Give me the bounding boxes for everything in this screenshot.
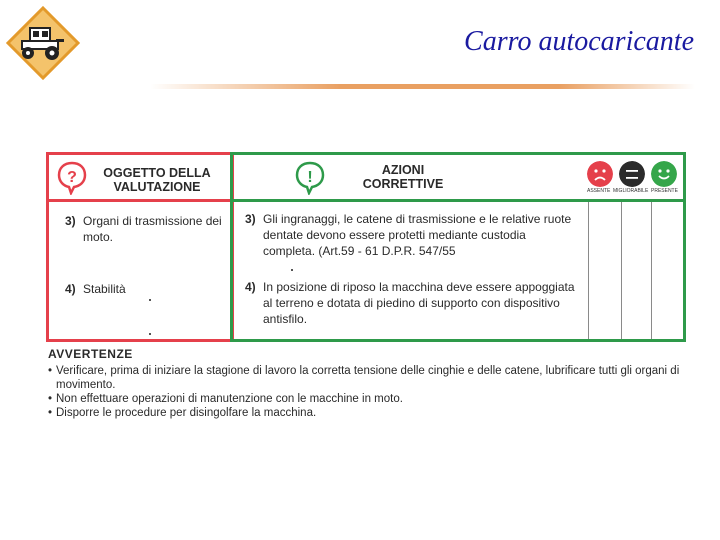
item-number: 4)	[245, 280, 256, 294]
warnings-list	[48, 364, 688, 420]
corrective-actions-title: AZIONI CORRETTIVE	[362, 163, 444, 191]
action-text: In posizione di riposo la macchina deve essere appoggiata al terreno e dotata di piedino di supporto con dispositivo antisfilo.	[263, 280, 575, 326]
tractor-icon	[6, 6, 80, 80]
action-text: Gli ingranaggi, le catene di trasmissione e le relative ruote dentate devono essere protetti mediante custodia completa. (Art.59 - 61 D.P.R. 547/55	[263, 212, 572, 258]
item-number: 3)	[65, 214, 76, 228]
rating-label-present: PRESENTE	[651, 188, 678, 194]
logo	[6, 6, 80, 80]
question-mark-icon	[57, 161, 87, 195]
neutral-face-icon	[619, 161, 645, 187]
rating-label-improvable: MIGLIORABILE	[613, 188, 649, 194]
rating-label-absent: ASSENTE	[587, 188, 611, 194]
speck	[291, 269, 293, 271]
item-number: 3)	[245, 212, 256, 226]
speck	[149, 299, 151, 301]
evaluation-object-header	[49, 155, 231, 202]
object-text: Organi di trasmissione dei moto.	[83, 214, 222, 244]
warnings-title: AVVERTENZE	[48, 347, 133, 361]
header-divider	[150, 84, 695, 89]
evaluation-object-panel	[46, 152, 234, 342]
sad-face-icon	[587, 161, 613, 187]
warning-item: • Disporre le procedure per disingolfare la macchina.	[48, 406, 688, 420]
slide-title: Carro autocaricante	[464, 26, 694, 57]
happy-face-icon	[651, 161, 677, 187]
exclamation-icon	[295, 161, 325, 195]
item-number: 4)	[65, 282, 76, 296]
rating-column-divider	[621, 202, 622, 339]
rating-column-divider	[651, 202, 652, 339]
svg-text:?: ?	[67, 169, 77, 186]
rating-labels	[585, 188, 679, 198]
object-text: Stabilità	[83, 282, 126, 296]
speck	[149, 333, 151, 335]
evaluation-card	[46, 152, 684, 338]
rating-legend	[585, 161, 679, 197]
evaluation-object-title: OGGETTO DELLA VALUTAZIONE	[103, 166, 211, 194]
corrective-actions-header	[233, 155, 683, 202]
rating-column-divider	[588, 202, 589, 339]
warning-item: • Verificare, prima di iniziare la stagione di lavoro la corretta tensione delle cinghie e delle catene, lubrificare tutti gli organi di movimento.	[48, 364, 688, 392]
warning-item: • Non effettuare operazioni di manutenzione con le macchine in moto.	[48, 392, 688, 406]
svg-text:!: !	[307, 169, 313, 186]
corrective-actions-panel	[230, 152, 686, 342]
